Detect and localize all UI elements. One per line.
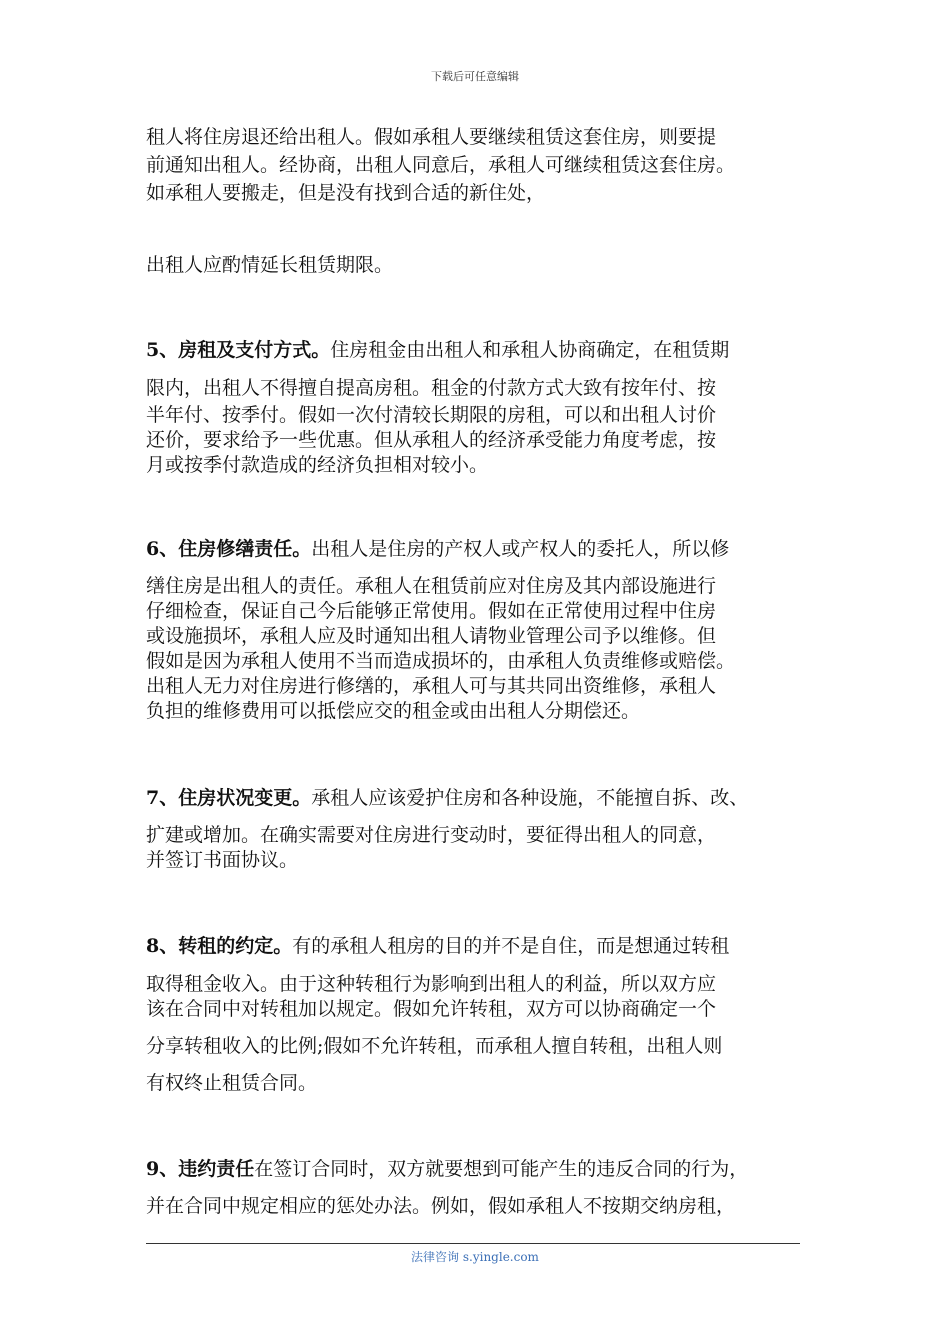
body-line: 有权终止租赁合同。 [146,1072,318,1094]
body-line: 如承租人要搬走，但是没有找到合适的新住处， [146,182,546,204]
section-5-text: 住房租金由出租人和承租人协商确定，在租赁期 [330,339,730,361]
body-line: 前通知出租人。经协商，出租人同意后，承租人可继续租赁这套住房。 [146,154,736,176]
body-line: 仔细检查，保证自己今后能够正常使用。假如在正常使用过程中住房 [146,600,717,622]
body-line: 或设施损坏，承租人应及时通知出租人请物业管理公司予以维修。但 [146,625,717,647]
section-7-heading: 7、住房状况变更。 [146,787,312,809]
section-9-text: 在签订合同时，双方就要想到可能产生的违反合同的行为， [254,1158,749,1180]
body-line: 扩建或增加。在确实需要对住房进行变动时，要征得出租人的同意， [146,824,717,846]
body-line: 租人将住房退还给出租人。假如承租人要继续租赁这套住房，则要提 [146,126,717,148]
section-5-heading: 5、房租及支付方式。 [146,339,331,361]
section-7-text: 承租人应该爱护住房和各种设施，不能擅自拆、改、 [311,787,749,809]
section-6-first-line [146,537,729,561]
section-8-text: 有的承租人租房的目的并不是自住，而是想通过转租 [292,935,730,957]
section-6-text: 出租人是住房的产权人或产权人的委托人，所以修 [311,538,730,560]
body-line: 取得租金收入。由于这种转租行为影响到出租人的利益，所以双方应 [146,973,717,995]
footer-divider [146,1243,800,1244]
section-5-first-line [146,338,729,362]
section-8-first-line [146,934,729,958]
body-line: 缮住房是出租人的责任。承租人在租赁前应对住房及其内部设施进行 [146,575,717,597]
section-7-first-line [146,786,748,810]
section-9-heading: 9、违约责任 [146,1158,255,1180]
body-line: 出租人无力对住房进行修缮的，承租人可与其共同出资维修，承租人 [146,675,717,697]
section-8-heading: 8、转租的约定。 [146,935,293,957]
body-line: 月或按季付款造成的经济负担相对较小。 [146,454,489,476]
body-line: 负担的维修费用可以抵偿应交的租金或由出租人分期偿还。 [146,700,641,722]
footer-link[interactable]: 法律咨询 s.yingle.com [411,1250,539,1264]
section-6-heading: 6、住房修缮责任。 [146,538,312,560]
body-line: 半年付、按季付。假如一次付清较长期限的房租，可以和出租人讨价 [146,404,717,426]
body-line: 并签订书面协议。 [146,849,299,871]
body-line: 还价，要求给予一些优惠。但从承租人的经济承受能力角度考虑，按 [146,429,717,451]
page-header: 下载后可任意编辑 [431,70,519,83]
body-line: 出租人应酌情延长租赁期限。 [146,254,394,276]
body-line: 该在合同中对转租加以规定。假如允许转租，双方可以协商确定一个 [146,998,717,1020]
body-line: 假如是因为承租人使用不当而造成损坏的，由承租人负责维修或赔偿。 [146,650,736,672]
body-line: 分享转租收入的比例;假如不允许转租，而承租人擅自转租，出租人则 [146,1035,723,1057]
body-line: 限内，出租人不得擅自提高房租。租金的付款方式大致有按年付、按 [146,377,717,399]
section-9-first-line [146,1157,748,1181]
body-line: 并在合同中规定相应的惩处办法。例如，假如承租人不按期交纳房租， [146,1195,736,1217]
